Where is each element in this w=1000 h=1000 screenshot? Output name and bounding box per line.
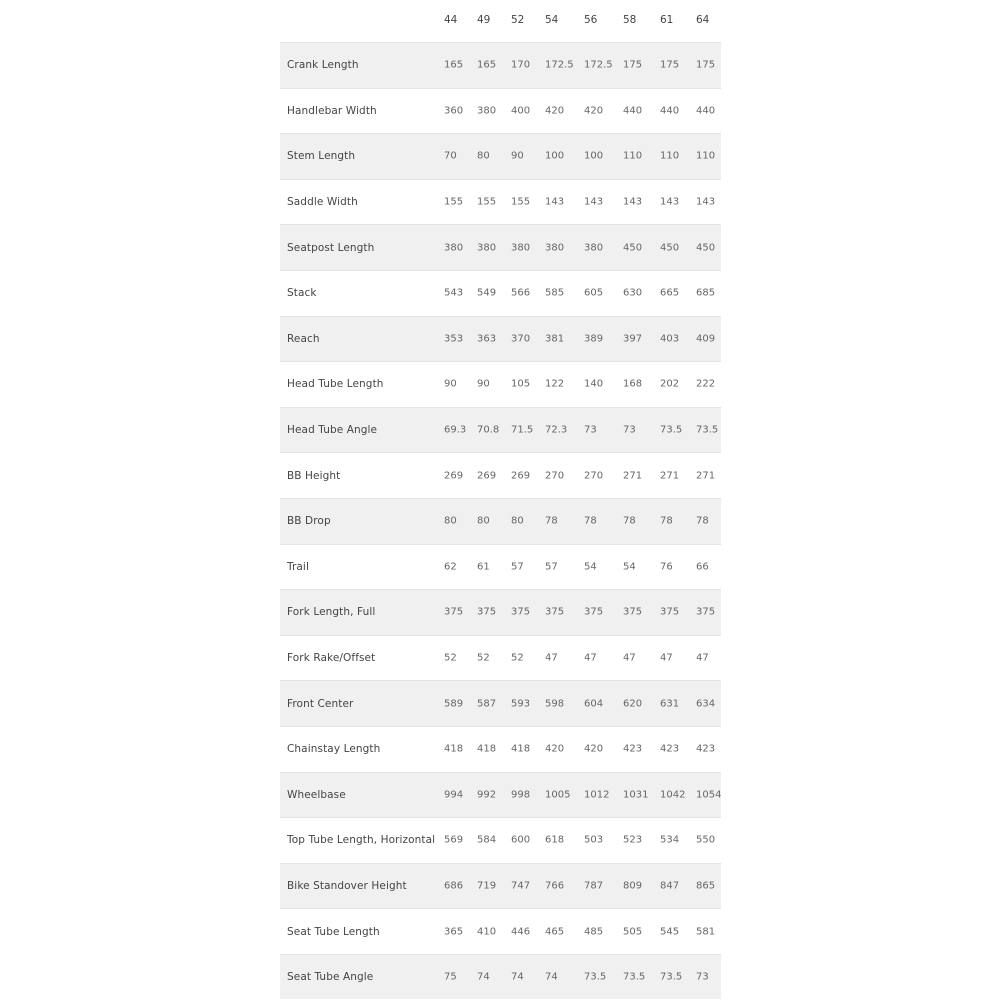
- table-cell: 605: [584, 287, 604, 299]
- table-cell: 446: [511, 926, 531, 938]
- table-cell: 222: [696, 378, 716, 390]
- table-cell: 465: [545, 926, 565, 938]
- table-cell: 420: [584, 105, 604, 117]
- table-cell: 581: [696, 926, 716, 938]
- table-cell: 75: [444, 971, 457, 983]
- table-cell: 47: [584, 652, 597, 664]
- table-cell: 80: [511, 515, 524, 527]
- table-cell: 175: [623, 59, 643, 71]
- table-cell: 73.5: [660, 971, 683, 983]
- table-cell: 503: [584, 834, 604, 846]
- column-header-size: 44: [444, 14, 458, 26]
- table-cell: 994: [444, 789, 464, 801]
- table-cell: 76: [660, 561, 673, 573]
- table-cell: 1005: [545, 789, 571, 801]
- table-cell: 52: [444, 652, 457, 664]
- table-cell: 47: [696, 652, 709, 664]
- row-label: Seat Tube Angle: [287, 971, 374, 984]
- column-header-size: 58: [623, 14, 637, 26]
- table-cell: 665: [660, 287, 680, 299]
- table-cell: 410: [477, 926, 497, 938]
- table-row: [280, 361, 721, 407]
- table-cell: 365: [444, 926, 464, 938]
- table-cell: 598: [545, 698, 565, 710]
- table-body: [280, 42, 721, 999]
- row-label: Fork Rake/Offset: [287, 652, 376, 665]
- table-cell: 90: [444, 378, 457, 390]
- table-cell: 73.5: [660, 424, 683, 436]
- table-cell: 80: [477, 150, 490, 162]
- table-row: [280, 88, 721, 134]
- table-cell: 766: [545, 880, 565, 892]
- table-cell: 409: [696, 333, 716, 345]
- table-row: [280, 544, 721, 590]
- table-cell: 143: [696, 196, 716, 208]
- table-row: [280, 133, 721, 179]
- table-cell: 587: [477, 698, 497, 710]
- table-cell: 47: [623, 652, 636, 664]
- table-cell: 73: [623, 424, 636, 436]
- table-cell: 155: [444, 196, 464, 208]
- table-cell: 534: [660, 834, 680, 846]
- table-cell: 620: [623, 698, 643, 710]
- table-cell: 450: [696, 242, 716, 254]
- table-cell: 168: [623, 378, 643, 390]
- table-cell: 380: [444, 242, 464, 254]
- table-cell: 566: [511, 287, 531, 299]
- column-header-size: 52: [511, 14, 525, 26]
- table-cell: 170: [511, 59, 531, 71]
- row-label: Trail: [287, 560, 309, 573]
- table-cell: 54: [584, 561, 597, 573]
- table-cell: 420: [545, 743, 565, 755]
- table-cell: 604: [584, 698, 604, 710]
- table-cell: 550: [696, 834, 716, 846]
- column-header-size: 54: [545, 14, 559, 26]
- row-label: Top Tube Length, Horizontal: [287, 834, 436, 847]
- table-row: [280, 452, 721, 498]
- table-cell: 375: [696, 606, 716, 618]
- column-header-size: 64: [696, 14, 710, 26]
- table-cell: 78: [660, 515, 673, 527]
- table-cell: 105: [511, 378, 531, 390]
- table-row: [280, 863, 721, 909]
- table-cell: 423: [696, 743, 716, 755]
- table-cell: 418: [477, 743, 497, 755]
- table-cell: 52: [477, 652, 490, 664]
- row-label: BB Height: [287, 469, 341, 482]
- table-cell: 686: [444, 880, 464, 892]
- table-cell: 54: [623, 561, 636, 573]
- table-cell: 73: [584, 424, 597, 436]
- table-cell: 47: [660, 652, 673, 664]
- table-cell: 375: [660, 606, 680, 618]
- row-label: Fork Length, Full: [287, 606, 376, 619]
- table-cell: 440: [660, 105, 680, 117]
- row-label: BB Drop: [287, 515, 331, 528]
- table-cell: 143: [660, 196, 680, 208]
- table-cell: 584: [477, 834, 497, 846]
- table-cell: 1054: [696, 789, 722, 801]
- table-cell: 593: [511, 698, 531, 710]
- table-row: [280, 726, 721, 772]
- table-cell: 1031: [623, 789, 649, 801]
- table-cell: 57: [545, 561, 558, 573]
- table-cell: 847: [660, 880, 680, 892]
- column-header-size: 56: [584, 14, 598, 26]
- table-cell: 78: [584, 515, 597, 527]
- table-row: [280, 498, 721, 544]
- column-header-size: 61: [660, 14, 674, 26]
- table-cell: 380: [477, 105, 497, 117]
- table-cell: 47: [545, 652, 558, 664]
- table-cell: 403: [660, 333, 680, 345]
- table-cell: 62: [444, 561, 457, 573]
- table-cell: 389: [584, 333, 604, 345]
- table-cell: 143: [623, 196, 643, 208]
- table-cell: 122: [545, 378, 565, 390]
- table-cell: 90: [511, 150, 524, 162]
- table-cell: 172.5: [584, 59, 613, 71]
- table-cell: 420: [545, 105, 565, 117]
- table-cell: 271: [623, 470, 643, 482]
- table-cell: 143: [584, 196, 604, 208]
- table-cell: 545: [660, 926, 680, 938]
- table-cell: 543: [444, 287, 464, 299]
- row-label: Seatpost Length: [287, 241, 375, 254]
- table-row: [280, 179, 721, 225]
- table-cell: 269: [444, 470, 464, 482]
- table-cell: 589: [444, 698, 464, 710]
- table-row: [280, 680, 721, 726]
- table-row: [280, 316, 721, 362]
- table-cell: 73.5: [696, 424, 719, 436]
- table-cell: 71.5: [511, 424, 534, 436]
- table-cell: 100: [584, 150, 604, 162]
- table-cell: 418: [444, 743, 464, 755]
- table-cell: 165: [444, 59, 464, 71]
- table-cell: 380: [584, 242, 604, 254]
- table-cell: 618: [545, 834, 565, 846]
- table-row: [280, 407, 721, 453]
- table-row: [280, 817, 721, 863]
- table-cell: 809: [623, 880, 643, 892]
- table-row: [280, 589, 721, 635]
- row-label: Bike Standover Height: [287, 879, 407, 892]
- table-cell: 61: [477, 561, 490, 573]
- table-cell: 73.5: [623, 971, 646, 983]
- table-cell: 140: [584, 378, 604, 390]
- table-cell: 375: [444, 606, 464, 618]
- table-cell: 270: [584, 470, 604, 482]
- table-header-row: [280, 0, 721, 42]
- table-cell: 630: [623, 287, 643, 299]
- table-cell: 450: [623, 242, 643, 254]
- table-cell: 450: [660, 242, 680, 254]
- table-cell: 110: [696, 150, 716, 162]
- row-label: Front Center: [287, 697, 354, 710]
- row-label: Head Tube Angle: [287, 424, 378, 437]
- table-cell: 70: [444, 150, 457, 162]
- table-cell: 202: [660, 378, 680, 390]
- table-cell: 375: [511, 606, 531, 618]
- table-cell: 585: [545, 287, 565, 299]
- table-cell: 155: [477, 196, 497, 208]
- table-cell: 998: [511, 789, 531, 801]
- table-cell: 172.5: [545, 59, 574, 71]
- table-cell: 418: [511, 743, 531, 755]
- table-cell: 420: [584, 743, 604, 755]
- table-cell: 1012: [584, 789, 610, 801]
- table-cell: 600: [511, 834, 531, 846]
- row-label: Chainstay Length: [287, 743, 381, 756]
- table-cell: 57: [511, 561, 524, 573]
- table-cell: 74: [545, 971, 558, 983]
- row-label: Saddle Width: [287, 196, 358, 209]
- table-cell: 992: [477, 789, 497, 801]
- row-label: Crank Length: [287, 59, 359, 72]
- table-cell: 423: [660, 743, 680, 755]
- table-cell: 70.8: [477, 424, 500, 436]
- table-cell: 569: [444, 834, 464, 846]
- table-row: [280, 772, 721, 818]
- table-cell: 269: [477, 470, 497, 482]
- table-cell: 73.5: [584, 971, 607, 983]
- table-cell: 271: [660, 470, 680, 482]
- table-cell: 270: [545, 470, 565, 482]
- row-label: Stack: [287, 287, 317, 300]
- row-label: Handlebar Width: [287, 104, 377, 117]
- table-cell: 90: [477, 378, 490, 390]
- table-cell: 100: [545, 150, 565, 162]
- table-cell: 375: [477, 606, 497, 618]
- table-cell: 143: [545, 196, 565, 208]
- table-row: [280, 270, 721, 316]
- table-cell: 74: [477, 971, 490, 983]
- table-row: [280, 908, 721, 954]
- table-cell: 353: [444, 333, 464, 345]
- table-cell: 78: [545, 515, 558, 527]
- row-label: Wheelbase: [287, 788, 346, 801]
- table-cell: 719: [477, 880, 497, 892]
- table-cell: 523: [623, 834, 643, 846]
- table-cell: 631: [660, 698, 680, 710]
- table-cell: 269: [511, 470, 531, 482]
- table-cell: 52: [511, 652, 524, 664]
- row-label: Head Tube Length: [287, 378, 384, 391]
- table-cell: 549: [477, 287, 497, 299]
- table-cell: 72.3: [545, 424, 568, 436]
- table-cell: 440: [696, 105, 716, 117]
- table-cell: 165: [477, 59, 497, 71]
- row-label: Reach: [287, 332, 320, 345]
- table-cell: 375: [545, 606, 565, 618]
- table-cell: 380: [545, 242, 565, 254]
- table-row: [280, 42, 721, 88]
- table-cell: 747: [511, 880, 531, 892]
- table-cell: 80: [477, 515, 490, 527]
- table-cell: 370: [511, 333, 531, 345]
- table-cell: 865: [696, 880, 716, 892]
- geometry-table: [280, 0, 721, 999]
- table-cell: 271: [696, 470, 716, 482]
- table-cell: 375: [584, 606, 604, 618]
- table-cell: 110: [623, 150, 643, 162]
- table-cell: 634: [696, 698, 716, 710]
- table-cell: 78: [623, 515, 636, 527]
- table-cell: 440: [623, 105, 643, 117]
- table-cell: 78: [696, 515, 709, 527]
- table-cell: 380: [477, 242, 497, 254]
- table-row: [280, 224, 721, 270]
- table-cell: 80: [444, 515, 457, 527]
- table-cell: 110: [660, 150, 680, 162]
- table-cell: 375: [623, 606, 643, 618]
- table-cell: 175: [660, 59, 680, 71]
- table-cell: 381: [545, 333, 565, 345]
- table-cell: 505: [623, 926, 643, 938]
- table-cell: 400: [511, 105, 531, 117]
- table-cell: 73: [696, 971, 709, 983]
- table-cell: 363: [477, 333, 497, 345]
- table-row: [280, 954, 721, 1000]
- table-cell: 423: [623, 743, 643, 755]
- table-cell: 74: [511, 971, 524, 983]
- table-cell: 787: [584, 880, 604, 892]
- row-label: Seat Tube Length: [287, 925, 380, 938]
- table-cell: 380: [511, 242, 531, 254]
- table-cell: 69.3: [444, 424, 467, 436]
- table-cell: 685: [696, 287, 716, 299]
- column-header-size: 49: [477, 14, 491, 26]
- table-cell: 1042: [660, 789, 686, 801]
- table-cell: 175: [696, 59, 716, 71]
- row-label: Stem Length: [287, 150, 356, 163]
- table-cell: 66: [696, 561, 709, 573]
- table-row: [280, 635, 721, 681]
- table-cell: 155: [511, 196, 531, 208]
- table-cell: 360: [444, 105, 464, 117]
- table-cell: 485: [584, 926, 604, 938]
- table-cell: 397: [623, 333, 643, 345]
